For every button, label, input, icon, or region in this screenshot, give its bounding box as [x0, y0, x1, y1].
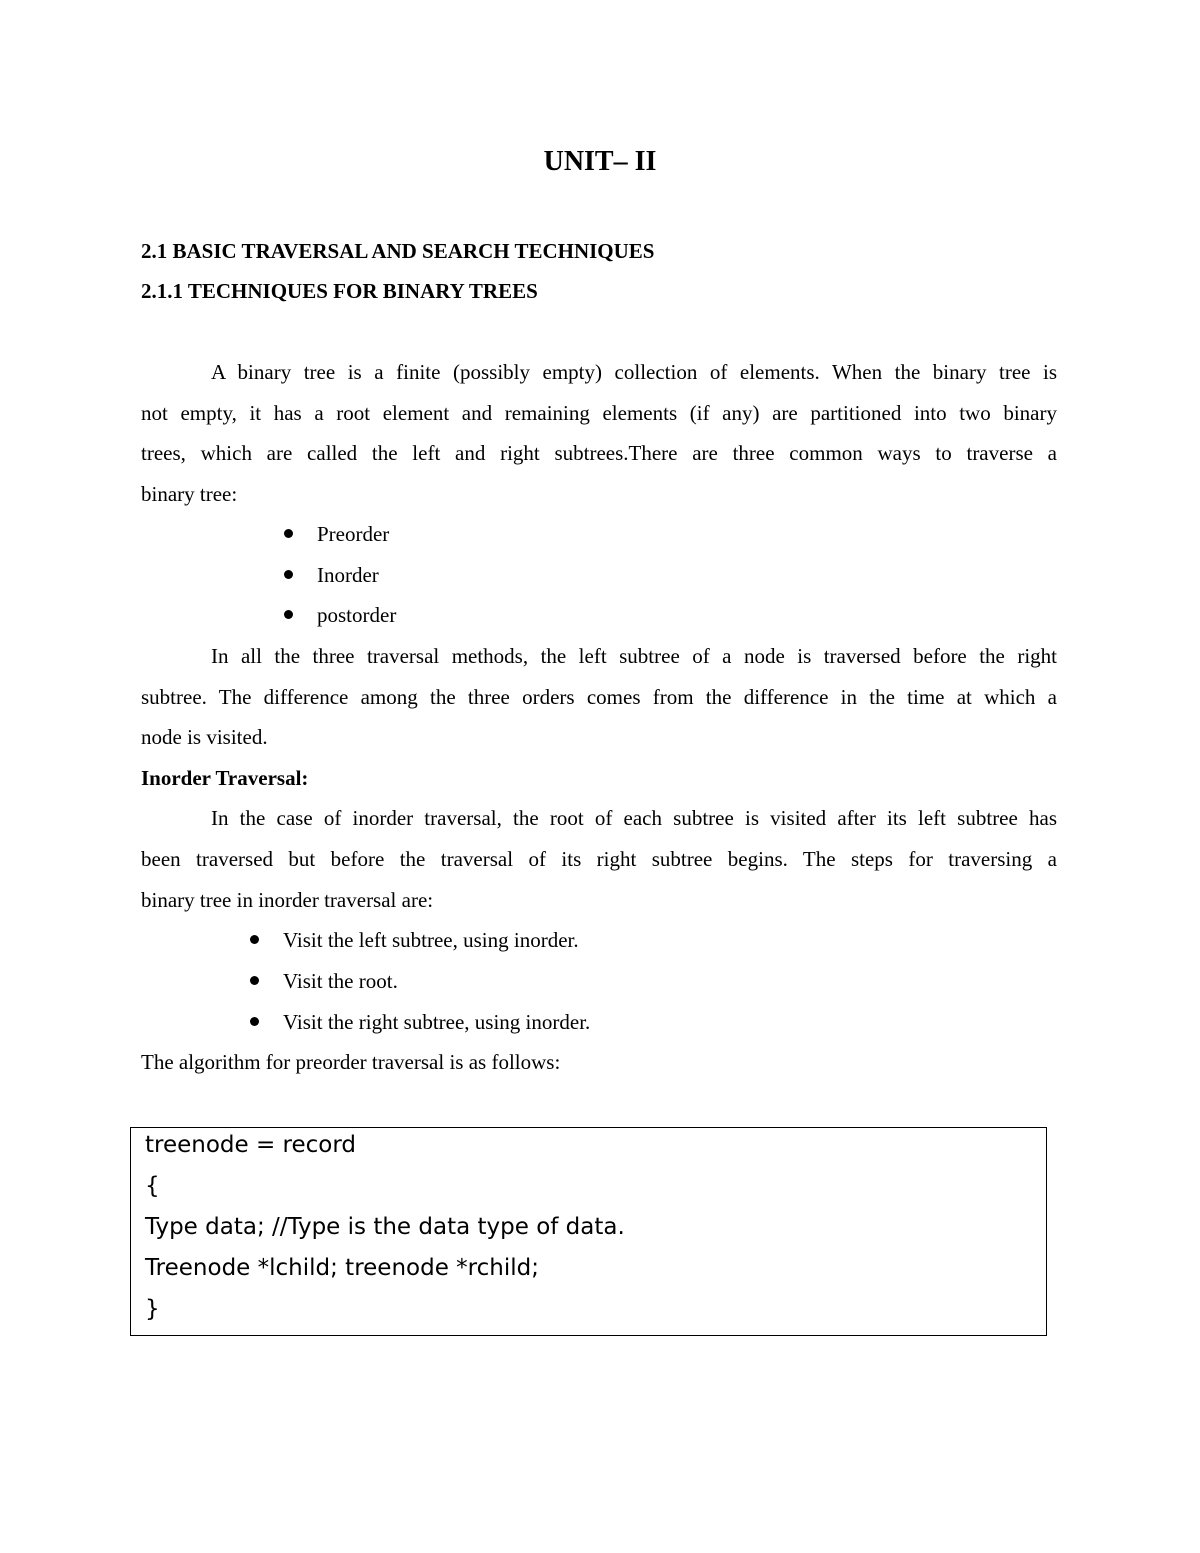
- intro-line-4: binary tree:: [141, 482, 238, 506]
- list-item: [317, 600, 396, 630]
- list-item-label: Inorder: [317, 563, 379, 587]
- code-line: treenode = record: [145, 1132, 357, 1158]
- inorder-line-3: binary tree in inorder traversal are:: [141, 888, 434, 912]
- bullet-icon: [250, 935, 259, 944]
- list-item-label: Visit the left subtree, using inorder.: [283, 928, 579, 952]
- bullet-icon: [284, 529, 293, 538]
- intro-line-3: trees, which are called the left and right subtrees.There are three common ways to traverse a: [141, 441, 1057, 465]
- subsection-heading: 2.1.1 TECHNIQUES FOR BINARY TREES: [141, 279, 538, 303]
- intro-line-1: A binary tree is a finite (possibly empty) collection of elements. When the binary tree is: [211, 360, 1057, 384]
- list-item: [283, 925, 579, 955]
- algorithm-intro: The algorithm for preorder traversal is as follows:: [141, 1050, 561, 1074]
- difference-line-2: subtree. The difference among the three orders comes from the difference in the time at which a: [141, 685, 1057, 709]
- code-line: }: [145, 1296, 160, 1322]
- list-item-label: Preorder: [317, 522, 390, 546]
- code-line: {: [145, 1173, 160, 1199]
- difference-line-3: node is visited.: [141, 725, 268, 749]
- list-item-label: Visit the right subtree, using inorder.: [283, 1010, 591, 1034]
- section-heading: 2.1 BASIC TRAVERSAL AND SEARCH TECHNIQUES: [141, 239, 655, 263]
- intro-line-2: not empty, it has a root element and remaining elements (if any) are partitioned into two binary: [141, 401, 1057, 425]
- list-item: [283, 966, 398, 996]
- code-line: Treenode *lchild; treenode *rchild;: [145, 1255, 539, 1281]
- inorder-heading: Inorder Traversal:: [141, 766, 309, 790]
- unit-title: UNIT– II: [543, 146, 657, 177]
- difference-line-1: In all the three traversal methods, the left subtree of a node is traversed before the right: [211, 644, 1057, 668]
- inorder-line-2: been traversed but before the traversal of its right subtree begins. The steps for traversing a: [141, 847, 1057, 871]
- inorder-line-1: In the case of inorder traversal, the root of each subtree is visited after its left subtree has: [211, 806, 1057, 830]
- bullet-icon: [250, 1017, 259, 1026]
- list-item-label: postorder: [317, 603, 397, 627]
- bullet-icon: [250, 976, 259, 985]
- list-item: [283, 1007, 590, 1037]
- list-item: [317, 560, 379, 590]
- list-item-label: Visit the root.: [283, 969, 398, 993]
- bullet-icon: [284, 610, 293, 619]
- code-block: [130, 1127, 1047, 1336]
- bullet-icon: [284, 570, 293, 579]
- code-line: Type data; //Type is the data type of data.: [145, 1214, 625, 1240]
- list-item: [317, 519, 389, 549]
